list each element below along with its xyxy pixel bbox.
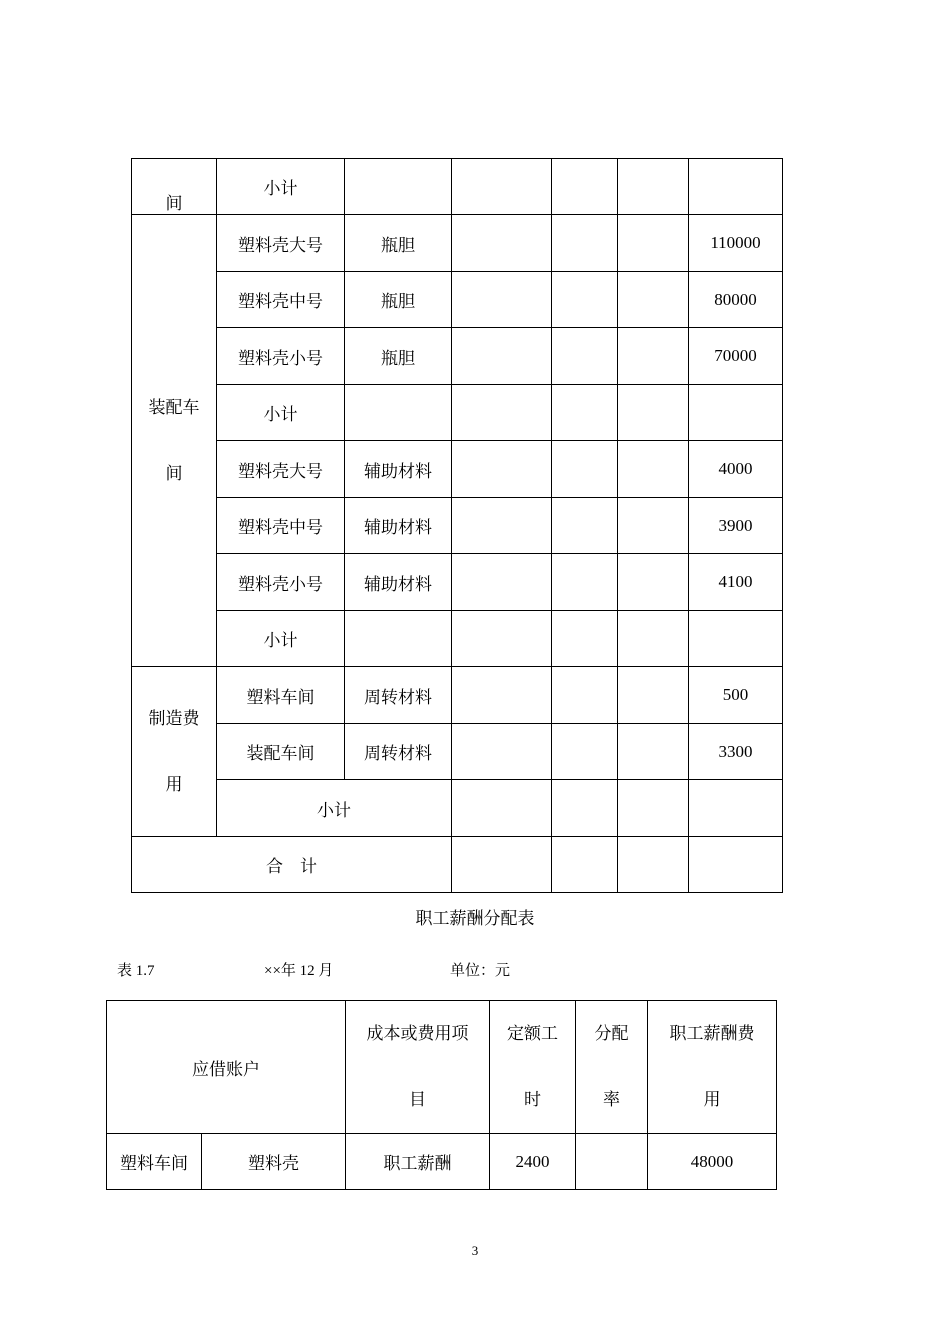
amount-cell: 500 [689,667,783,724]
amount-cell: 70000 [689,328,783,385]
dept-cell: 塑料车间 [107,1134,202,1190]
table-row [107,1134,777,1190]
amount-cell: 4000 [689,441,783,498]
total-label: 合 计 [132,837,452,893]
material-cell: 辅助材料 [345,554,452,611]
subtotal-label: 小计 [217,385,345,441]
material-cell: 周转材料 [345,724,452,780]
table-row [132,554,783,611]
product-cell: 塑料壳小号 [217,554,345,611]
product-cell: 塑料车间 [217,667,345,724]
salary-allocation-table [106,1000,777,1190]
item-cell: 职工薪酬 [346,1134,490,1190]
material-cell: 周转材料 [345,667,452,724]
amount-cell: 80000 [689,272,783,328]
material-cell: 辅助材料 [345,441,452,498]
amount-cell: 3300 [689,724,783,780]
amount-cell [689,611,783,667]
salary-cell: 48000 [648,1134,777,1190]
material-cell: 瓶胆 [345,328,452,385]
header-rate: 分配 率 [576,1001,648,1134]
header-account: 应借账户 [107,1001,346,1134]
material-cell: 瓶胆 [345,215,452,272]
table-row [132,441,783,498]
table-row [132,780,783,837]
table-row [132,328,783,385]
subtotal-label: 小计 [217,780,452,837]
table-row [132,159,783,215]
table-row [132,385,783,441]
header-quota-hours: 定额工 时 [490,1001,576,1134]
table-row [132,272,783,328]
table-date: ××年 12 月 [264,963,334,979]
product-cell: 塑料壳中号 [217,272,345,328]
header-salary: 职工薪酬费 用 [648,1001,777,1134]
product-cell: 塑料壳大号 [217,215,345,272]
material-cell: 辅助材料 [345,498,452,554]
table-row [132,215,783,272]
material-cell [345,385,452,441]
product-cell: 塑料壳中号 [217,498,345,554]
table-title: 职工薪酬分配表 [415,909,535,929]
amount-cell: 110000 [689,215,783,272]
material-allocation-table [131,158,783,893]
product-cell: 塑料壳 [202,1134,346,1190]
table-row [132,724,783,780]
product-cell: 塑料壳大号 [217,441,345,498]
product-cell: 塑料壳小号 [217,328,345,385]
product-cell: 装配车间 [217,724,345,780]
table-row [132,611,783,667]
hours-cell: 2400 [490,1134,576,1190]
table-row [132,498,783,554]
header-row [107,1001,777,1134]
amount-cell: 3900 [689,498,783,554]
material-cell [345,611,452,667]
table-number: 表 1.7 [117,963,155,979]
rate-cell [576,1134,648,1190]
amount-cell: 4100 [689,554,783,611]
amount-cell [689,385,783,441]
table-unit: 单位：元 [450,961,511,979]
category-cell: 装配车 间 [132,215,217,667]
table-row [132,837,783,893]
header-cost-item: 成本或费用项 目 [346,1001,490,1134]
table-row [132,667,783,724]
category-cell: 制造费 用 [132,667,217,837]
subtotal-label: 小计 [217,159,345,215]
page-number: 3 [471,1243,479,1258]
category-cell: 间 [132,159,217,215]
subtotal-label: 小计 [217,611,345,667]
material-cell: 瓶胆 [345,272,452,328]
